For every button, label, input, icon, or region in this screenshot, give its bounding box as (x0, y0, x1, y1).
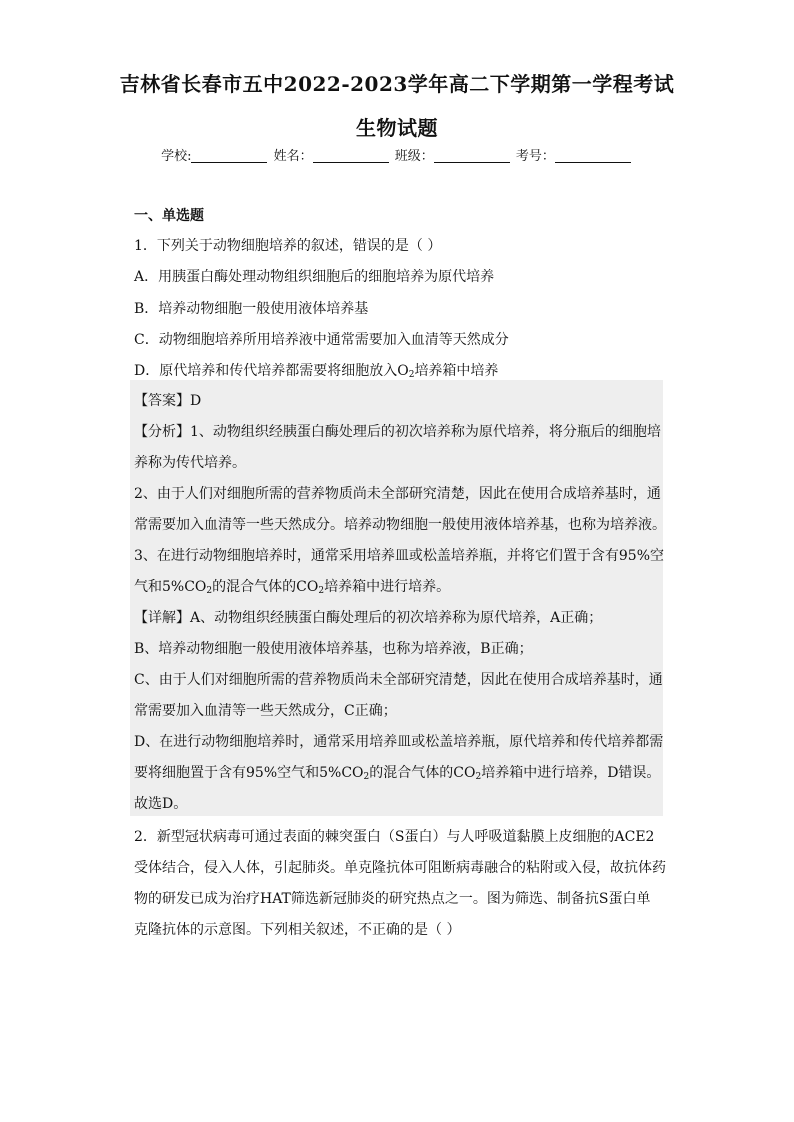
analysis-line-2: 养称为传代培养。 (134, 455, 246, 471)
detail-line-4: 常需要加入血清等一些天然成分，C正确； (134, 703, 397, 719)
question-1-option-c: C．动物细胞培养所用培养液中通常需要加入血清等天然成分 (134, 332, 509, 348)
student-info-row (0, 145, 794, 164)
exam-number-field[interactable] (555, 148, 631, 163)
analysis-line-4: 常需要加入血清等一些天然成分。培养动物细胞一般使用液体培养基，也称为培养液。 (134, 517, 666, 533)
answer-line: 【答案】D (134, 393, 202, 409)
question-1-option-d: D．原代培养和传代培养都需要将细胞放入$O_2$培养箱中培养 (134, 363, 499, 380)
question-2-line-1: 2．新型冠状病毒可通过表面的棘突蛋白（S蛋白）与人呼吸道黏膜上皮细胞的ACE2 (134, 829, 655, 845)
detail-line-1: 【详解】A、动物组织经胰蛋白酶处理后的初次培养称为原代培养，A正确； (134, 610, 603, 626)
school-field[interactable] (191, 148, 267, 163)
name-field[interactable] (313, 148, 389, 163)
question-2-line-4: 克隆抗体的示意图。下列相关叙述，不正确的是（ ） (134, 922, 461, 938)
detail-line-2: B、培养动物细胞一般使用液体培养基，也称为培养液，B正确； (134, 641, 533, 657)
analysis-line-6: 气和$5\%CO_2$的混合气体的$CO_2$培养箱中进行培养。 (134, 579, 451, 596)
analysis-line-5: 3、在进行动物细胞培养时，通常采用培养皿或松盖培养瓶，并将它们置于含有95%空 (134, 548, 665, 564)
detail-line-6: 要将细胞置于含有95%空气和$5\%CO_2$的混合气体的$CO_2$培养箱中进行培养，D错误。 (134, 765, 661, 782)
analysis-line-3: 2、由于人们对细胞所需的营养物质尚未全部研究清楚，因此在使用合成培养基时，通 (134, 486, 661, 502)
title-line-2: 生物试题 (356, 116, 438, 140)
exam-number-label: 考号： (515, 149, 555, 164)
detail-line-5: D、在进行动物细胞培养时，通常采用培养皿或松盖培养瓶，原代培养和传代培养都需 (134, 734, 664, 750)
class-label: 班级： (394, 149, 434, 164)
name-label: 姓名： (273, 149, 313, 164)
analysis-line-1: 【分析】1、动物组织经胰蛋白酶处理后的初次培养称为原代培养，将分瓶后的细胞培 (134, 424, 661, 440)
section-heading: 一、单选题 (134, 208, 204, 224)
title-line-1: 吉林省长春市五中2022-2023学年高二下学期第一学程考试 (119, 72, 675, 96)
conclusion-line: 故选D。 (134, 796, 188, 812)
class-field[interactable] (434, 148, 510, 163)
question-2-line-2: 受体结合，侵入人体，引起肺炎。单克隆抗体可阻断病毒融合的粘附或入侵，故抗体药 (134, 860, 666, 876)
question-2-line-3: 物的研发已成为治疗HAT筛选新冠肺炎的研究热点之一。图为筛选、制备抗S蛋白单 (134, 891, 651, 907)
question-1-option-a: A．用胰蛋白酶处理动物组织细胞后的细胞培养为原代培养 (134, 269, 495, 285)
school-label: 学校: (161, 149, 192, 164)
detail-line-3: C、由于人们对细胞所需的营养物质尚未全部研究清楚，因此在使用合成培养基时，通 (134, 672, 663, 688)
question-1-stem: 1．下列关于动物细胞培养的叙述，错误的是（ ） (134, 238, 442, 254)
question-1-option-b: B．培养动物细胞一般使用液体培养基 (134, 301, 369, 317)
